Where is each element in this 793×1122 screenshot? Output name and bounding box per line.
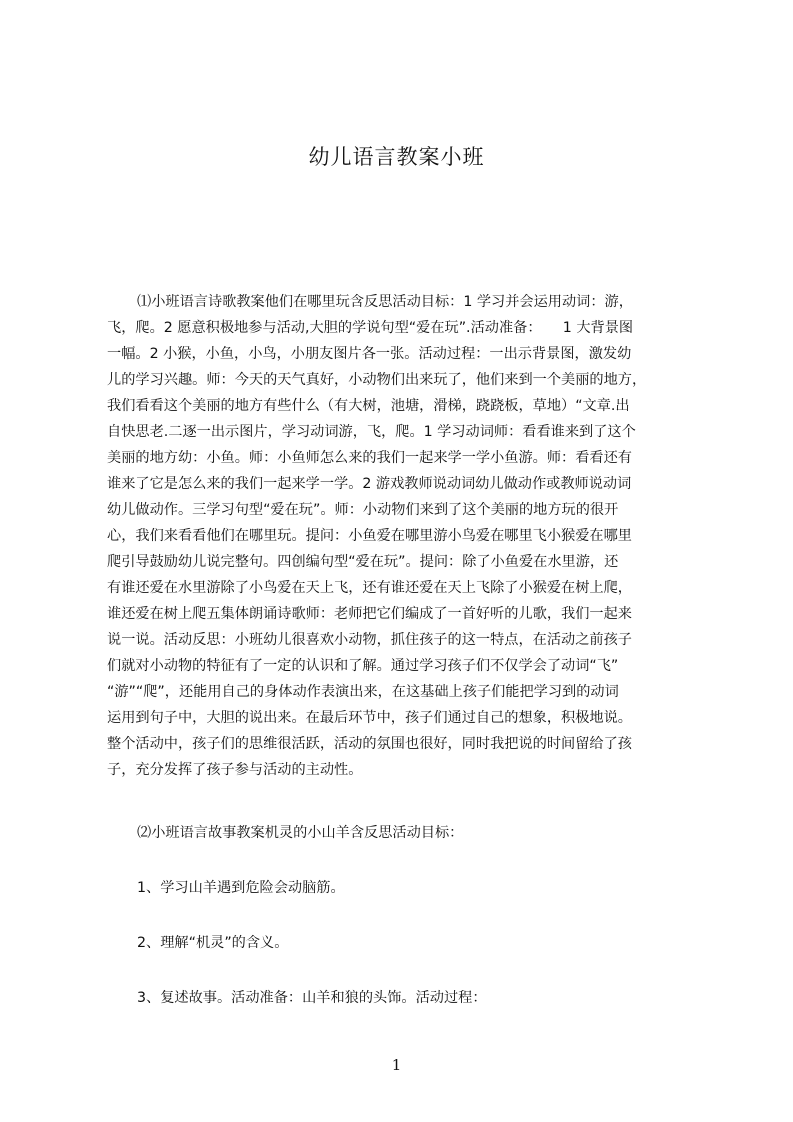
text-line: 儿的学习兴趣。师：今天的天气真好，小动物们出来玩了，他们来到一个美丽的地方， xyxy=(107,372,647,388)
section-1-body xyxy=(107,289,697,783)
text-line: 心，我们来看看他们在哪里玩。提问：小鱼爱在哪里游小鸟爱在哪里飞小猴爱在哪里 xyxy=(107,528,632,544)
text-line: 飞，爬。2 愿意积极地参与活动,大胆的学说句型“爱在玩”.活动准备： 1 大背景图 xyxy=(107,320,634,336)
section-2-heading: ⑵小班语言故事教案机灵的小山羊含反思活动目标： xyxy=(137,825,464,841)
page-number: 1 xyxy=(391,1056,402,1074)
text-line: 子，充分发挥了孩子参与活动的主动性。 xyxy=(107,762,363,778)
text-line: 美丽的地方幼：小鱼。师：小鱼师怎么来的我们一起来学一学小鱼游。师：看看还有 xyxy=(107,450,632,466)
text-line: 说一说。活动反思：小班幼儿很喜欢小动物，抓住孩子的这一特点，在活动之前孩子 xyxy=(107,632,632,648)
text-line: 谁来了它是怎么来的我们一起来学一学。2 游戏教师说动词幼儿做动作或教师说动词 xyxy=(107,476,632,492)
text-line: 整个活动中，孩子们的思维很活跃，活动的氛围也很好，同时我把说的时间留给了孩 xyxy=(107,736,632,752)
text-line: 一幅。2 小猴，小鱼，小鸟，小朋友图片各一张。活动过程：一出示背景图，激发幼 xyxy=(107,346,632,362)
text-line: 有谁还爱在水里游除了小鸟爱在天上飞，还有谁还爱在天上飞除了小猴爱在树上爬， xyxy=(107,580,632,596)
text-line: 们就对小动物的特征有了一定的认识和了解。通过学习孩子们不仅学会了动词“飞” xyxy=(107,658,619,674)
list-item: 2、理解“机灵”的含义。 xyxy=(137,935,289,951)
text-line: 爬引导鼓励幼儿说完整句。四创编句型“爱在玩”。提问：除了小鱼爱在水里游，还 xyxy=(107,554,619,570)
document-title: 幼儿语言教案小班 xyxy=(308,145,485,169)
list-item: 1、学习山羊遇到危险会动脑筋。 xyxy=(137,880,345,896)
text-line: “游”“爬”，还能用自己的身体动作表演出来，在这基础上孩子们能把学习到的动词 xyxy=(107,684,619,700)
text-line: 谁还爱在树上爬五集体朗诵诗歌师：老师把它们编成了一首好听的儿歌，我们一起来 xyxy=(107,606,632,622)
list-item: 3、复述故事。活动准备：山羊和狼的头饰。活动过程： xyxy=(137,990,487,1006)
text-line: 自快思老.二逐一出示图片，学习动词游，飞，爬。1 学习动词师：看看谁来到了这个 xyxy=(107,424,636,440)
text-line: 幼儿做动作。三学习句型“爱在玩”。师：小动物们来到了这个美丽的地方玩的很开 xyxy=(107,502,619,518)
text-line: ⑴小班语言诗歌教案他们在哪里玩含反思活动目标：1 学习并会运用动词：游， xyxy=(137,294,633,310)
text-line: 我们看看这个美丽的地方有些什么（有大树，池塘，滑梯，跷跷板，草地）“文章.出 xyxy=(107,398,630,414)
text-line: 运用到句子中，大胆的说出来。在最后环节中，孩子们通过自己的想象，积极地说。 xyxy=(107,710,632,726)
